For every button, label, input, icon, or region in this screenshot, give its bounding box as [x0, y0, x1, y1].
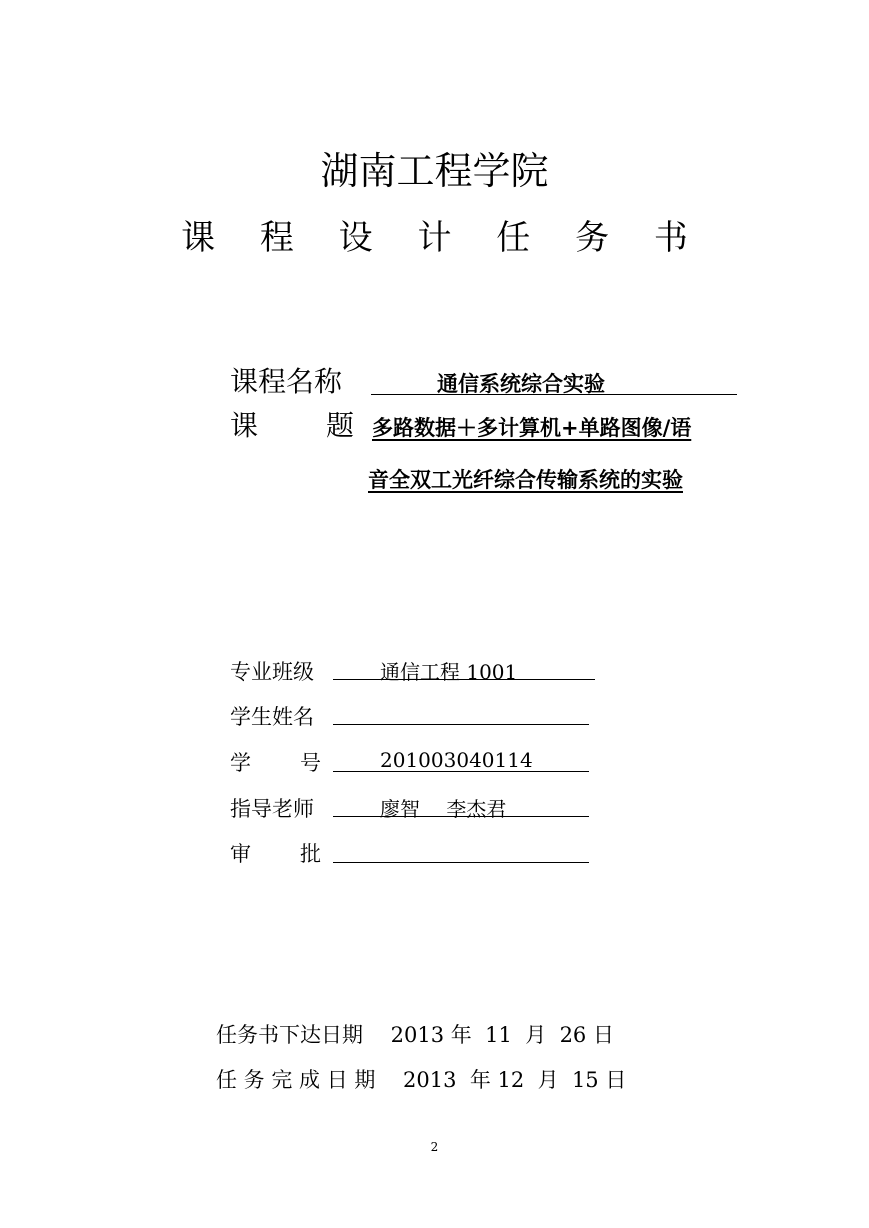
page-number: 2 — [430, 1140, 439, 1154]
document-title: 课 程 设 计 任 务 书 — [181, 218, 705, 258]
school-name: 湖南工程学院 — [320, 149, 549, 193]
major-class-value: 通信工程 1001 — [380, 660, 518, 684]
student-id-label-first-char: 学 — [230, 751, 251, 775]
course-name-value: 通信系统综合实验 — [437, 372, 605, 396]
advisor-label: 指导老师 — [230, 797, 314, 821]
student-id-value: 201003040114 — [380, 748, 533, 772]
completion-date: 任 务 完 成 日 期 2013 年 12 月 15 日 — [216, 1068, 627, 1092]
course-name-label: 课程名称 — [230, 365, 343, 398]
approval-label-first-char: 审 — [230, 842, 251, 866]
approval-label-second-char: 批 — [300, 842, 321, 866]
student-name-label: 学生姓名 — [230, 705, 314, 729]
major-class-label: 专业班级 — [230, 660, 314, 684]
student-name-underline — [333, 699, 589, 725]
student-id-label-second-char: 号 — [300, 751, 321, 775]
topic-label-first-char: 课 — [230, 409, 259, 442]
topic-label-second-char: 题 — [326, 409, 355, 442]
issue-date: 任务书下达日期 2013 年 11 月 26 日 — [216, 1023, 614, 1047]
advisor-value: 廖智 李杰君 — [380, 797, 507, 821]
topic-line-1: 多路数据＋多计算机+单路图像/语 — [372, 416, 692, 440]
approval-underline — [333, 837, 589, 863]
topic-line-2: 音全双工光纤综合传输系统的实验 — [368, 468, 683, 492]
